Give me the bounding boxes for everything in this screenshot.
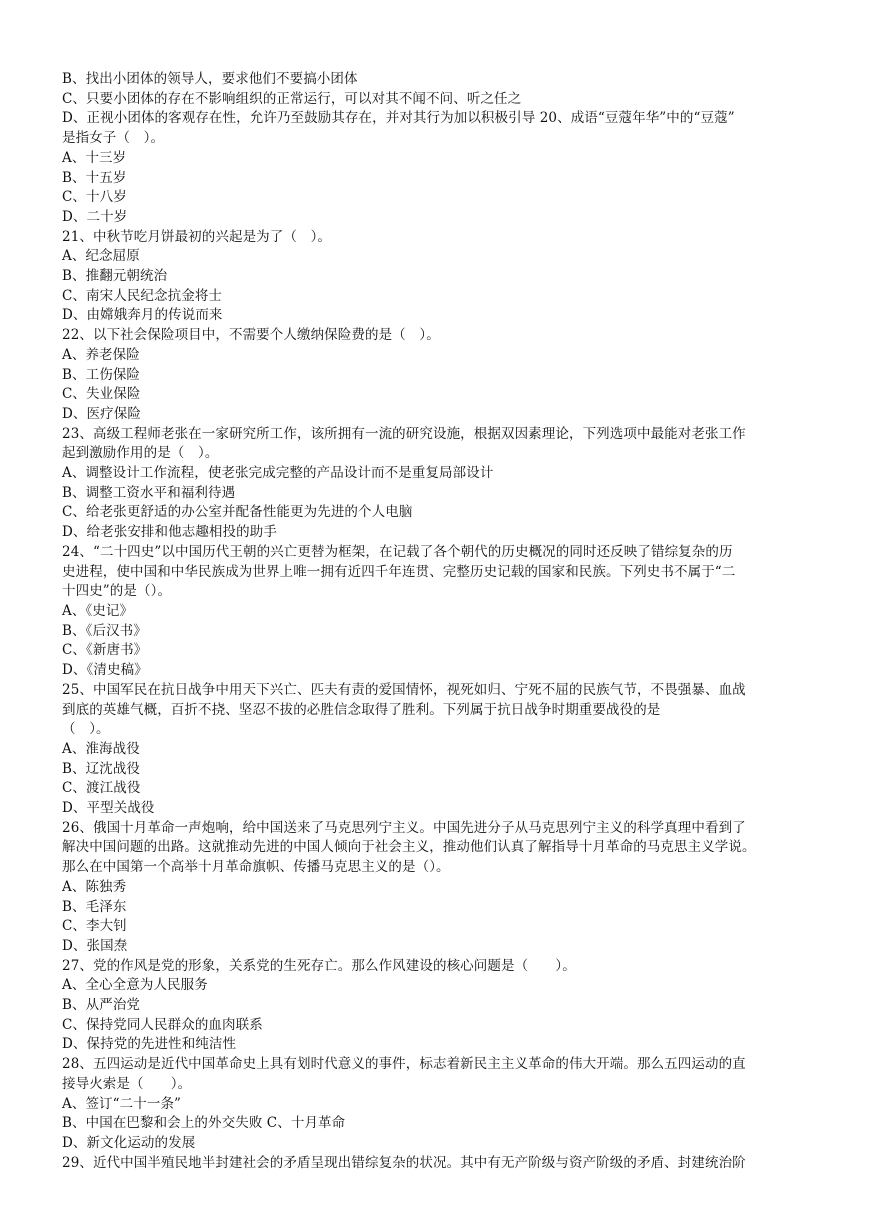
option-line: B、调整工资水平和福利待遇 (62, 484, 236, 501)
option-line: A、《史记》 (62, 602, 134, 619)
option-line: C、《新唐书》 (62, 642, 148, 659)
question-line: 23、高级工程师老张在一家研究所工作，该所拥有一流的研究设施，根据双因素理论，下列选项中最能对老张工作 (62, 425, 746, 442)
option-line: D、张国焘 (62, 937, 128, 954)
question-line: 27、党的作风是党的形象，关系党的生死存亡。那么作风建设的核心问题是（ ）。 (62, 957, 576, 974)
question-line: 26、俄国十月革命一声炮响，给中国送来了马克思列宁主义。中国先进分子从马克思列宁主义的科学真理中看到了 (62, 819, 746, 836)
question-line: 21、中秋节吃月饼最初的兴起是为了（ ）。 (62, 228, 332, 245)
question-line: 29、近代中国半殖民地半封建社会的矛盾呈现出错综复杂的状况。其中有无产阶级与资产阶级的矛盾、封建统治阶 (62, 1154, 746, 1171)
option-line: B、中国在巴黎和会上的外交失败 C、十月革命 (62, 1115, 346, 1132)
option-line: A、签订“二十一条” (62, 1095, 182, 1112)
option-line: B、从严治党 (62, 997, 141, 1014)
option-line: C、只要小团体的存在不影响组织的正常运行，可以对其不闻不问、听之任之 (62, 90, 522, 107)
option-line: C、南宋人民纪念抗金将士 (62, 287, 223, 304)
question-line: 22、以下社会保险项目中，不需要个人缴纳保险费的是（ ）。 (62, 327, 440, 344)
option-line: C、失业保险 (62, 386, 141, 403)
option-line: B、毛泽东 (62, 898, 127, 915)
option-line: B、十五岁 (62, 169, 127, 186)
option-line: B、找出小团体的领导人，要求他们不要搞小团体 (62, 71, 358, 87)
option-line: D、《清史稿》 (62, 662, 148, 679)
option-line: C、保持党同人民群众的血肉联系 (62, 1016, 263, 1033)
option-line: D、给老张安排和他志趣相投的助手 (62, 524, 277, 541)
option-line: B、《后汉书》 (62, 622, 147, 639)
question-line: 史进程，使中国和中华民族成为世界上唯一拥有近四千年连贯、完整历史记载的国家和民族。下列史书不属于“二 (62, 563, 736, 580)
option-line: A、全心全意为人民服务 (62, 977, 208, 994)
option-line: A、十三岁 (62, 149, 127, 166)
question-line: 起到激励作用的是（ ）。 (62, 445, 219, 462)
option-line: D、新文化运动的发展 (62, 1134, 196, 1151)
option-line: A、纪念屈原 (62, 248, 140, 265)
option-line: C、渡江战役 (62, 780, 141, 797)
option-line: C、李大钊 (62, 918, 127, 935)
document-page (62, 70, 832, 1173)
question-line: 是指女子（ ）。 (62, 130, 165, 147)
option-line: C、给老张更舒适的办公室并配备性能更为先进的个人电脑 (62, 504, 413, 521)
question-line: 24、“二十四史”以中国历代王朝的兴亡更替为框架，在记载了各个朝代的历史概况的同时还反映了错综复杂的历 (62, 543, 733, 560)
option-line: A、调整设计工作流程，使老张完成完整的产品设计而不是重复局部设计 (62, 465, 494, 482)
option-line: D、医疗保险 (62, 405, 141, 422)
question-line: 那么在中国第一个高举十月革命旗帜、传播马克思主义的是（）。 (62, 859, 450, 876)
question-line: 接导火索是（ ）。 (62, 1075, 192, 1092)
option-line: B、辽沈战役 (62, 760, 141, 777)
option-line: D、二十岁 (62, 208, 128, 225)
option-line: C、十八岁 (62, 189, 127, 206)
question-line: 解决中国问题的出路。这就推动先进的中国人倾向于社会主义，推动他们认真了解指导十月革命的马克思主义学说。 (62, 839, 756, 856)
option-line: A、淮海战役 (62, 740, 140, 757)
question-line: （ ）。 (62, 721, 110, 738)
option-line: A、养老保险 (62, 346, 140, 363)
option-line: B、工伤保险 (62, 366, 141, 383)
option-line: D、由嫦娥奔月的传说而来 (62, 307, 223, 324)
question-line: 25、中国军民在抗日战争中用天下兴亡、匹夫有责的爱国情怀，视死如归、宁死不屈的民族气节，不畏强暴、血战 (62, 681, 746, 698)
option-line: D、平型关战役 (62, 800, 155, 817)
option-line: D、保持党的先进性和纯洁性 (62, 1036, 237, 1053)
question-line: 到底的英雄气概，百折不挠、坚忍不拔的必胜信念取得了胜利。下列属于抗日战争时期重要战役的是 (62, 701, 661, 718)
option-line: A、陈独秀 (62, 878, 127, 895)
option-line: B、推翻元朝统治 (62, 268, 168, 285)
question-line: 28、五四运动是近代中国革命史上具有划时代意义的事件，标志着新民主主义革命的伟大开端。那么五四运动的直 (62, 1056, 746, 1073)
question-line: 十四史”的是（）。 (62, 583, 172, 600)
option-line: D、正视小团体的客观存在性，允许乃至鼓励其存在，并对其行为加以积极引导 20、成语“豆蔻年华”中的“豆蔻” (62, 110, 735, 127)
